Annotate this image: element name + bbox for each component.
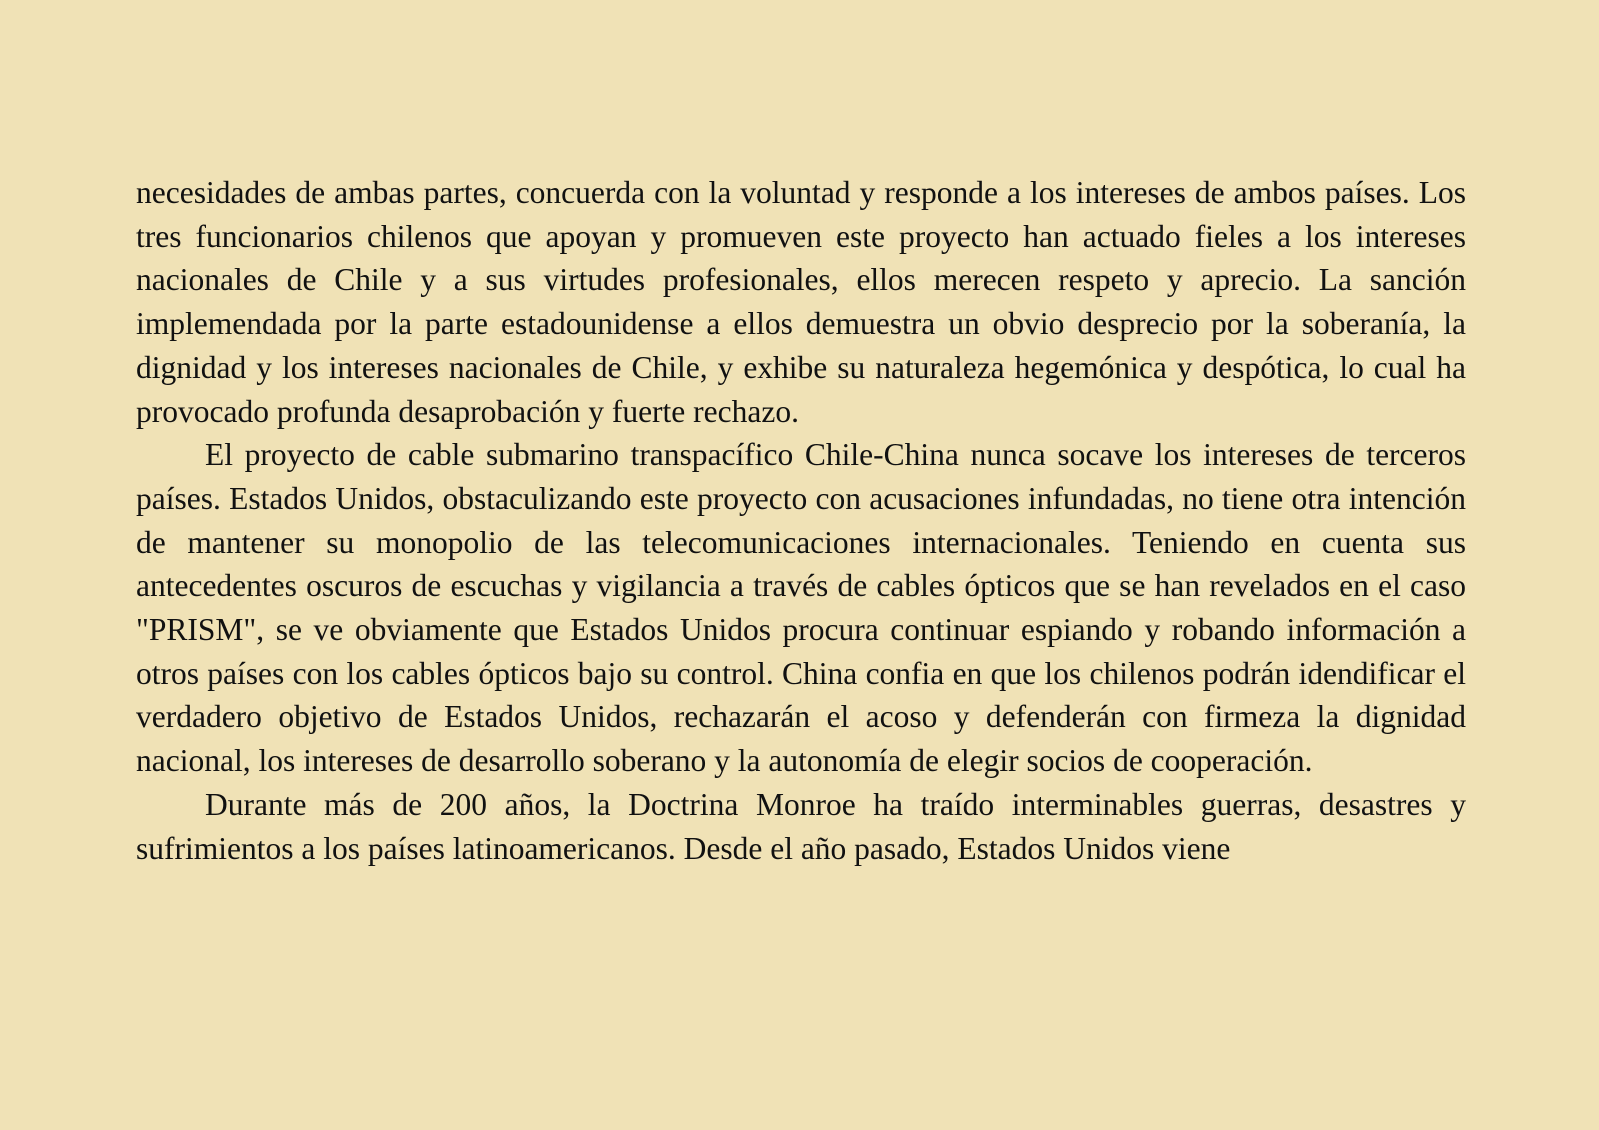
paragraph-continued: necesidades de ambas partes, concuerda con la voluntad y responde a los intereses de ambos países. Los tres funcionarios chilenos que apoyan y promueven este proyecto han actuado fieles a los intereses nacionales de Chile y a sus virtudes profesionales, ellos merecen respeto y aprecio. La sanción implemendada por la parte estadounidense a ellos demuestra un obvio desprecio por la soberanía, la dignidad y los intereses nacionales de Chile, y exhibe su naturaleza hegemónica y despótica, lo cual ha provocado profunda desaprobación y fuerte rechazo. [136,175,1466,429]
paragraph-cable-project: El proyecto de cable submarino transpacífico Chile-China nunca socave los intereses de terceros países. Estados Unidos, obstaculizando este proyecto con acusaciones infundadas, no tiene otra intención de mantener su monopolio de las telecomunicaciones internacionales. Teniendo en cuenta sus antecedentes oscuros de escuchas y vigilancia a través de cables ópticos que se han revelados en el caso "PRISM", se ve obviamente que Estados Unidos procura continuar espiando y robando información a otros países con los cables ópticos bajo su control. China confia en que los chilenos podrán idendificar el verdadero objetivo de Estados Unidos, rechazarán el acoso y defenderán con firmeza la dignidad nacional, los intereses de desarrollo soberano y la autonomía de elegir socios de cooperación. [136,437,1466,779]
paragraph-monroe-doctrine: Durante más de 200 años, la Doctrina Monroe ha traído interminables guerras, desastres y sufrimientos a los países latinoamericanos. Desde el año pasado, Estados Unidos viene [136,786,1466,866]
body-text [136,171,1466,870]
